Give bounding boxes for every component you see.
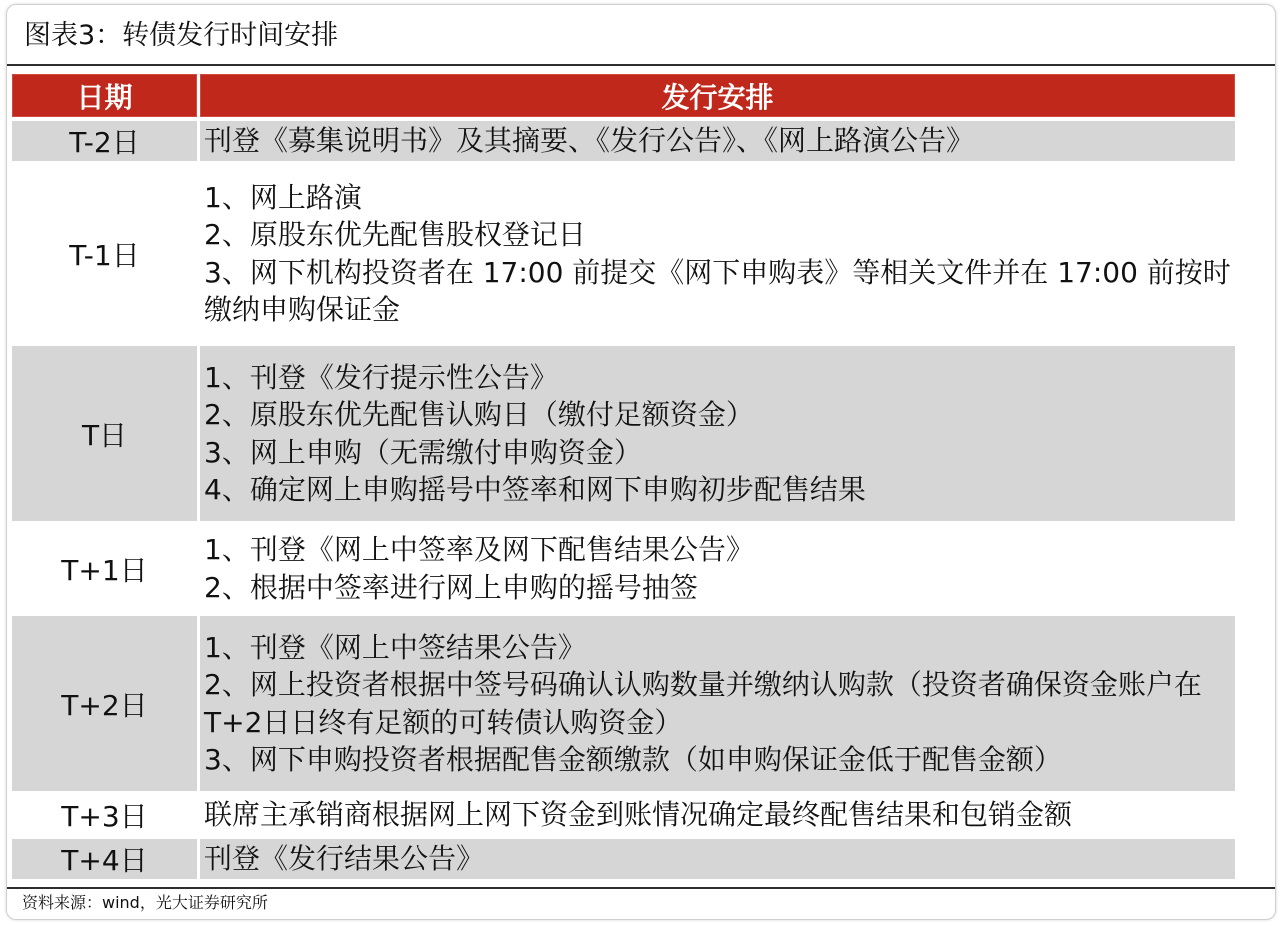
row-plan xyxy=(200,795,1238,839)
plan-line: 3、网上申购（无需缴付申购资金） xyxy=(204,435,642,469)
table-row xyxy=(12,165,1238,346)
row-date: T+2日 xyxy=(12,616,200,795)
row-date: T-1日 xyxy=(12,165,200,346)
table-row xyxy=(12,525,1238,616)
plan-line: 刊登《募集说明书》及其摘要、《发行公告》、《网上路演公告》 xyxy=(204,124,975,158)
plan-line: 2、原股东优先配售股权登记日 xyxy=(204,218,586,251)
issuance-schedule-table xyxy=(12,74,1238,883)
row-plan xyxy=(200,525,1238,616)
row-plan xyxy=(200,616,1238,795)
table-row xyxy=(12,839,1238,883)
plan-line: 联席主承销商根据网上网下资金到账情况确定最终配售结果和包销金额 xyxy=(204,798,1073,832)
row-date: T日 xyxy=(12,346,200,525)
plan-line: 2、网上投资者根据中签号码确认认购数量并缴纳认购款（投资者确保资金账户在T+2日日终有足额的可转债认购资金） xyxy=(204,668,1202,739)
row-plan xyxy=(200,346,1238,525)
table-header-row xyxy=(12,74,1238,121)
title-divider xyxy=(7,64,1275,66)
row-date: T+4日 xyxy=(12,839,200,883)
row-plan xyxy=(200,839,1238,883)
table-row xyxy=(12,616,1238,795)
row-date: T-2日 xyxy=(12,121,200,165)
header-date: 日期 xyxy=(12,74,200,121)
source-note: 资料来源：wind，光大证券研究所 xyxy=(22,893,268,912)
row-date: T+3日 xyxy=(12,795,200,839)
row-plan xyxy=(200,121,1238,165)
source-divider xyxy=(7,887,1275,889)
plan-line: 3、网下申购投资者根据配售金额缴款（如申购保证金低于配售金额） xyxy=(204,743,1062,776)
plan-line: 2、原股东优先配售认购日（缴付足额资金） xyxy=(204,398,754,431)
row-plan xyxy=(200,165,1238,346)
plan-line: 1、刊登《网上中签率及网下配售结果公告》 xyxy=(204,533,754,566)
row-date: T+1日 xyxy=(12,525,200,616)
plan-line: 1、刊登《网上中签结果公告》 xyxy=(204,630,586,664)
plan-line: 4、确定网上申购摇号中签率和网下申购初步配售结果 xyxy=(204,473,866,506)
plan-line: 3、网下机构投资者在 17:00 前提交《网下申购表》等相关文件并在 17:00 前按时缴纳申购保证金 xyxy=(204,255,1231,326)
table-row xyxy=(12,121,1238,165)
plan-line: 1、网上路演 xyxy=(204,180,362,214)
page-title: 图表3：转债发行时间安排 xyxy=(24,20,339,51)
header-plan: 发行安排 xyxy=(200,74,1238,121)
plan-line: 2、根据中签率进行网上申购的摇号抽签 xyxy=(204,570,698,604)
table-row xyxy=(12,346,1238,525)
plan-line: 刊登《发行结果公告》 xyxy=(204,842,485,876)
table-row xyxy=(12,795,1238,839)
plan-line: 1、刊登《发行提示性公告》 xyxy=(204,360,558,394)
